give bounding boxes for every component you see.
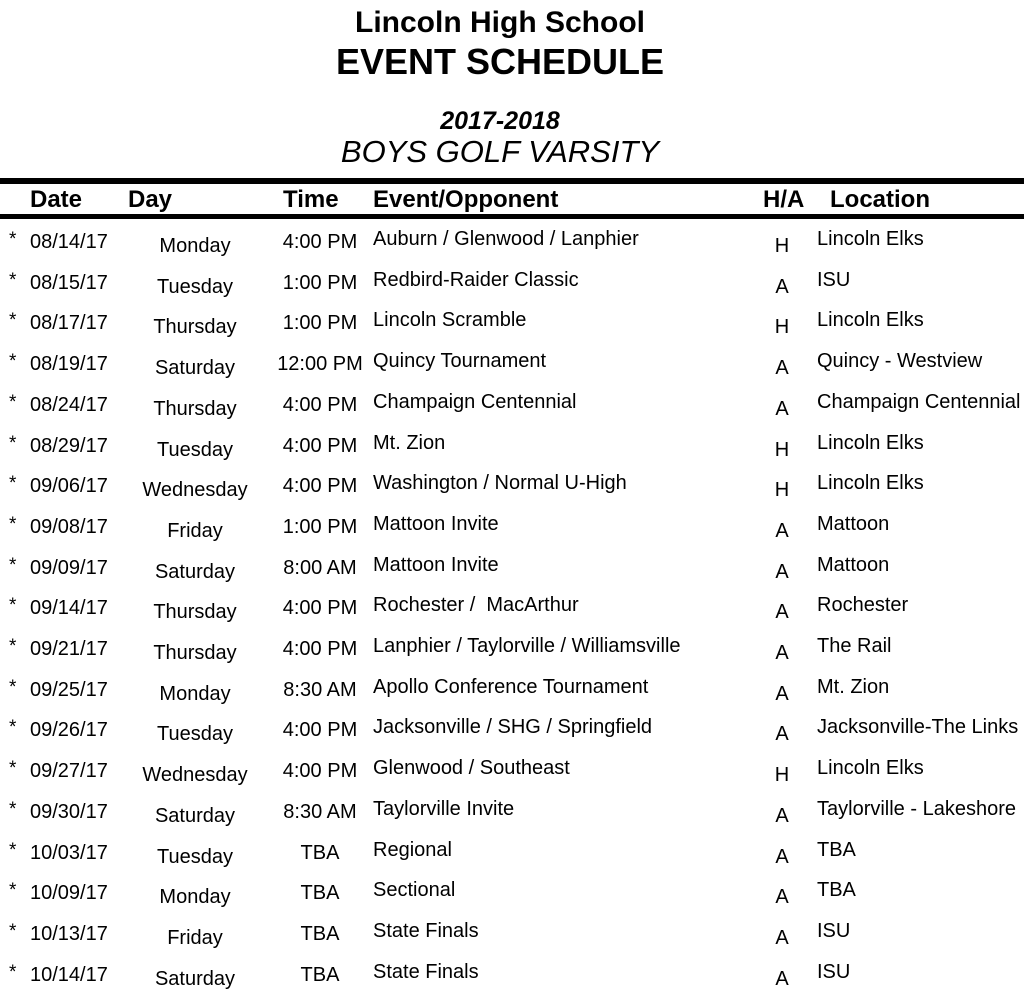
- column-header-time: Time: [283, 186, 339, 213]
- table-row: [0, 839, 1024, 880]
- row-event-opponent: Redbird-Raider Classic: [373, 268, 579, 291]
- row-event-opponent: Regional: [373, 838, 452, 861]
- row-location: Taylorville - Lakeshore: [817, 797, 1016, 820]
- row-date: 08/14/17: [30, 231, 108, 253]
- row-home-away: A: [775, 682, 789, 705]
- row-day: Friday: [167, 926, 223, 949]
- row-location: Champaign Centennial: [817, 390, 1021, 413]
- school-name: Lincoln High School: [355, 6, 645, 39]
- row-time: TBA: [300, 841, 340, 864]
- row-date: 09/25/17: [30, 678, 108, 701]
- row-date: 10/09/17: [30, 882, 108, 905]
- table-row: [0, 554, 1024, 595]
- row-home-away: H: [774, 479, 790, 502]
- row-location: TBA: [817, 838, 856, 861]
- table-row: [0, 676, 1024, 717]
- row-home-away: A: [775, 886, 789, 909]
- row-marker-asterisk: *: [9, 351, 17, 373]
- row-event-opponent: Washington / Normal U-High: [373, 472, 627, 495]
- row-day: Thursday: [153, 316, 237, 339]
- row-time: 1:00 PM: [282, 312, 358, 335]
- team-label: BOYS GOLF VARSITY: [340, 134, 660, 169]
- table-row: [0, 472, 1024, 513]
- row-day: Monday: [159, 682, 231, 705]
- row-home-away: A: [775, 845, 789, 868]
- row-location: Mattoon: [817, 512, 890, 535]
- row-location: ISU: [817, 960, 851, 983]
- column-header-home-away: H/A: [763, 186, 805, 213]
- row-date: 08/29/17: [30, 434, 108, 457]
- table-row: [0, 716, 1024, 757]
- table-row: [0, 961, 1024, 992]
- row-marker-asterisk: *: [9, 717, 17, 739]
- table-row: [0, 432, 1024, 473]
- row-location: ISU: [817, 919, 851, 942]
- column-header-day: Day: [128, 186, 173, 213]
- row-time: 4:00 PM: [282, 597, 358, 620]
- row-event-opponent: Lincoln Scramble: [373, 309, 527, 332]
- row-time: 4:00 PM: [282, 719, 358, 742]
- row-date: 09/06/17: [30, 475, 108, 498]
- row-location: Lincoln Elks: [817, 228, 924, 250]
- row-time: 8:30 AM: [283, 800, 357, 823]
- column-header-date: Date: [30, 186, 83, 213]
- row-home-away: H: [774, 438, 790, 461]
- row-day: Saturday: [154, 804, 236, 827]
- row-event-opponent: Quincy Tournament: [373, 350, 547, 373]
- table-row: [0, 228, 1024, 269]
- row-day: Thursday: [153, 601, 237, 624]
- row-date: 09/08/17: [30, 515, 108, 538]
- row-home-away: H: [774, 764, 790, 787]
- row-home-away: A: [775, 642, 789, 664]
- document-title: EVENT SCHEDULE: [335, 41, 665, 82]
- row-marker-asterisk: *: [9, 554, 17, 576]
- row-day: Tuesday: [157, 438, 233, 461]
- season-label: 2017-2018: [440, 107, 560, 135]
- row-day: Thursday: [153, 642, 237, 664]
- row-event-opponent: Rochester / MacArthur: [373, 594, 579, 617]
- row-home-away: A: [775, 560, 789, 583]
- row-date: 08/19/17: [30, 353, 108, 376]
- row-marker-asterisk: *: [9, 432, 17, 454]
- table-row: [0, 309, 1024, 350]
- row-location: Rochester: [817, 594, 909, 617]
- row-home-away: A: [775, 397, 789, 420]
- row-home-away: A: [775, 357, 789, 380]
- row-event-opponent: State Finals: [373, 919, 479, 942]
- row-day: Tuesday: [157, 723, 233, 746]
- row-day: Monday: [159, 235, 231, 257]
- row-time: 12:00 PM: [277, 353, 363, 376]
- table-row: [0, 350, 1024, 391]
- row-time: 4:00 PM: [282, 475, 358, 498]
- row-time: 8:00 AM: [283, 556, 357, 579]
- row-day: Monday: [159, 886, 231, 909]
- row-day: Wednesday: [142, 764, 248, 787]
- row-day: Thursday: [153, 397, 237, 420]
- row-marker-asterisk: *: [9, 920, 17, 942]
- row-location: Jacksonville-The Links: [817, 716, 1019, 739]
- row-date: 08/15/17: [30, 271, 108, 294]
- table-row: [0, 635, 1024, 676]
- row-location: Lincoln Elks: [817, 309, 924, 332]
- row-location: TBA: [817, 879, 856, 902]
- row-home-away: A: [775, 926, 789, 949]
- table-row: [0, 798, 1024, 839]
- row-time: 4:00 PM: [282, 760, 358, 783]
- row-home-away: A: [775, 601, 789, 624]
- row-time: TBA: [300, 963, 340, 986]
- table-row: [0, 879, 1024, 920]
- row-marker-asterisk: *: [9, 473, 17, 495]
- row-time: 4:00 PM: [282, 434, 358, 457]
- row-home-away: A: [775, 275, 789, 298]
- table-row: [0, 594, 1024, 635]
- row-time: 1:00 PM: [282, 271, 358, 294]
- row-location: Lincoln Elks: [817, 472, 924, 495]
- row-event-opponent: Auburn / Glenwood / Lanphier: [373, 228, 639, 250]
- row-location: The Rail: [817, 635, 892, 657]
- row-marker-asterisk: *: [9, 391, 17, 413]
- table-row: [0, 391, 1024, 432]
- row-time: TBA: [300, 922, 340, 945]
- table-row: [0, 513, 1024, 554]
- row-day: Friday: [167, 519, 223, 542]
- row-event-opponent: Mt. Zion: [373, 431, 446, 454]
- row-event-opponent: Sectional: [373, 879, 456, 902]
- column-header-event: Event/Opponent: [373, 186, 559, 213]
- table-row: [0, 757, 1024, 798]
- row-date: 09/26/17: [30, 719, 108, 742]
- row-day: Saturday: [154, 967, 236, 990]
- row-home-away: A: [775, 804, 789, 827]
- row-home-away: A: [775, 519, 789, 542]
- row-location: Mt. Zion: [817, 675, 890, 698]
- row-date: 09/30/17: [30, 800, 108, 823]
- table-row: [0, 920, 1024, 961]
- row-home-away: A: [775, 967, 789, 990]
- row-event-opponent: Taylorville Invite: [373, 797, 515, 820]
- row-location: Quincy - Westview: [817, 350, 983, 373]
- row-time: 4:00 PM: [282, 393, 358, 416]
- row-marker-asterisk: *: [9, 961, 17, 983]
- row-home-away: H: [774, 316, 790, 339]
- row-location: Lincoln Elks: [817, 431, 924, 454]
- row-event-opponent: Apollo Conference Tournament: [373, 675, 649, 698]
- row-event-opponent: Jacksonville / SHG / Springfield: [373, 716, 653, 739]
- row-home-away: A: [775, 723, 789, 746]
- row-marker-asterisk: *: [9, 839, 17, 861]
- row-marker-asterisk: *: [9, 513, 17, 535]
- row-event-opponent: Mattoon Invite: [373, 553, 499, 576]
- row-time: 1:00 PM: [282, 515, 358, 538]
- row-marker-asterisk: *: [9, 595, 17, 617]
- column-header-location: Location: [830, 186, 930, 213]
- row-date: 10/14/17: [30, 963, 108, 986]
- row-marker-asterisk: *: [9, 676, 17, 698]
- table-row: [0, 269, 1024, 310]
- row-date: 09/14/17: [30, 597, 108, 620]
- row-marker-asterisk: *: [9, 229, 17, 250]
- row-home-away: H: [774, 235, 790, 257]
- row-event-opponent: Champaign Centennial: [373, 390, 577, 413]
- row-day: Wednesday: [142, 479, 248, 502]
- row-time: 4:00 PM: [282, 231, 358, 253]
- row-marker-asterisk: *: [9, 798, 17, 820]
- row-date: 09/27/17: [30, 760, 108, 783]
- row-marker-asterisk: *: [9, 269, 17, 291]
- row-location: Lincoln Elks: [817, 757, 924, 780]
- row-marker-asterisk: *: [9, 636, 17, 657]
- row-day: Tuesday: [157, 845, 233, 868]
- row-day: Tuesday: [157, 275, 233, 298]
- row-date: 09/21/17: [30, 638, 108, 660]
- row-marker-asterisk: *: [9, 880, 17, 902]
- row-event-opponent: State Finals: [373, 960, 479, 983]
- row-time: 8:30 AM: [283, 678, 357, 701]
- row-time: TBA: [300, 882, 340, 905]
- row-marker-asterisk: *: [9, 758, 17, 780]
- row-time: 4:00 PM: [282, 638, 358, 660]
- row-date: 08/17/17: [30, 312, 108, 335]
- row-date: 08/24/17: [30, 393, 108, 416]
- row-location: Mattoon: [817, 553, 890, 576]
- row-marker-asterisk: *: [9, 310, 17, 332]
- row-event-opponent: Mattoon Invite: [373, 512, 499, 535]
- row-date: 10/03/17: [30, 841, 108, 864]
- row-event-opponent: Lanphier / Taylorville / Williamsville: [373, 635, 681, 657]
- row-date: 09/09/17: [30, 556, 108, 579]
- row-date: 10/13/17: [30, 922, 108, 945]
- row-day: Saturday: [154, 357, 236, 380]
- row-day: Saturday: [154, 560, 236, 583]
- row-location: ISU: [817, 268, 851, 291]
- row-event-opponent: Glenwood / Southeast: [373, 757, 570, 780]
